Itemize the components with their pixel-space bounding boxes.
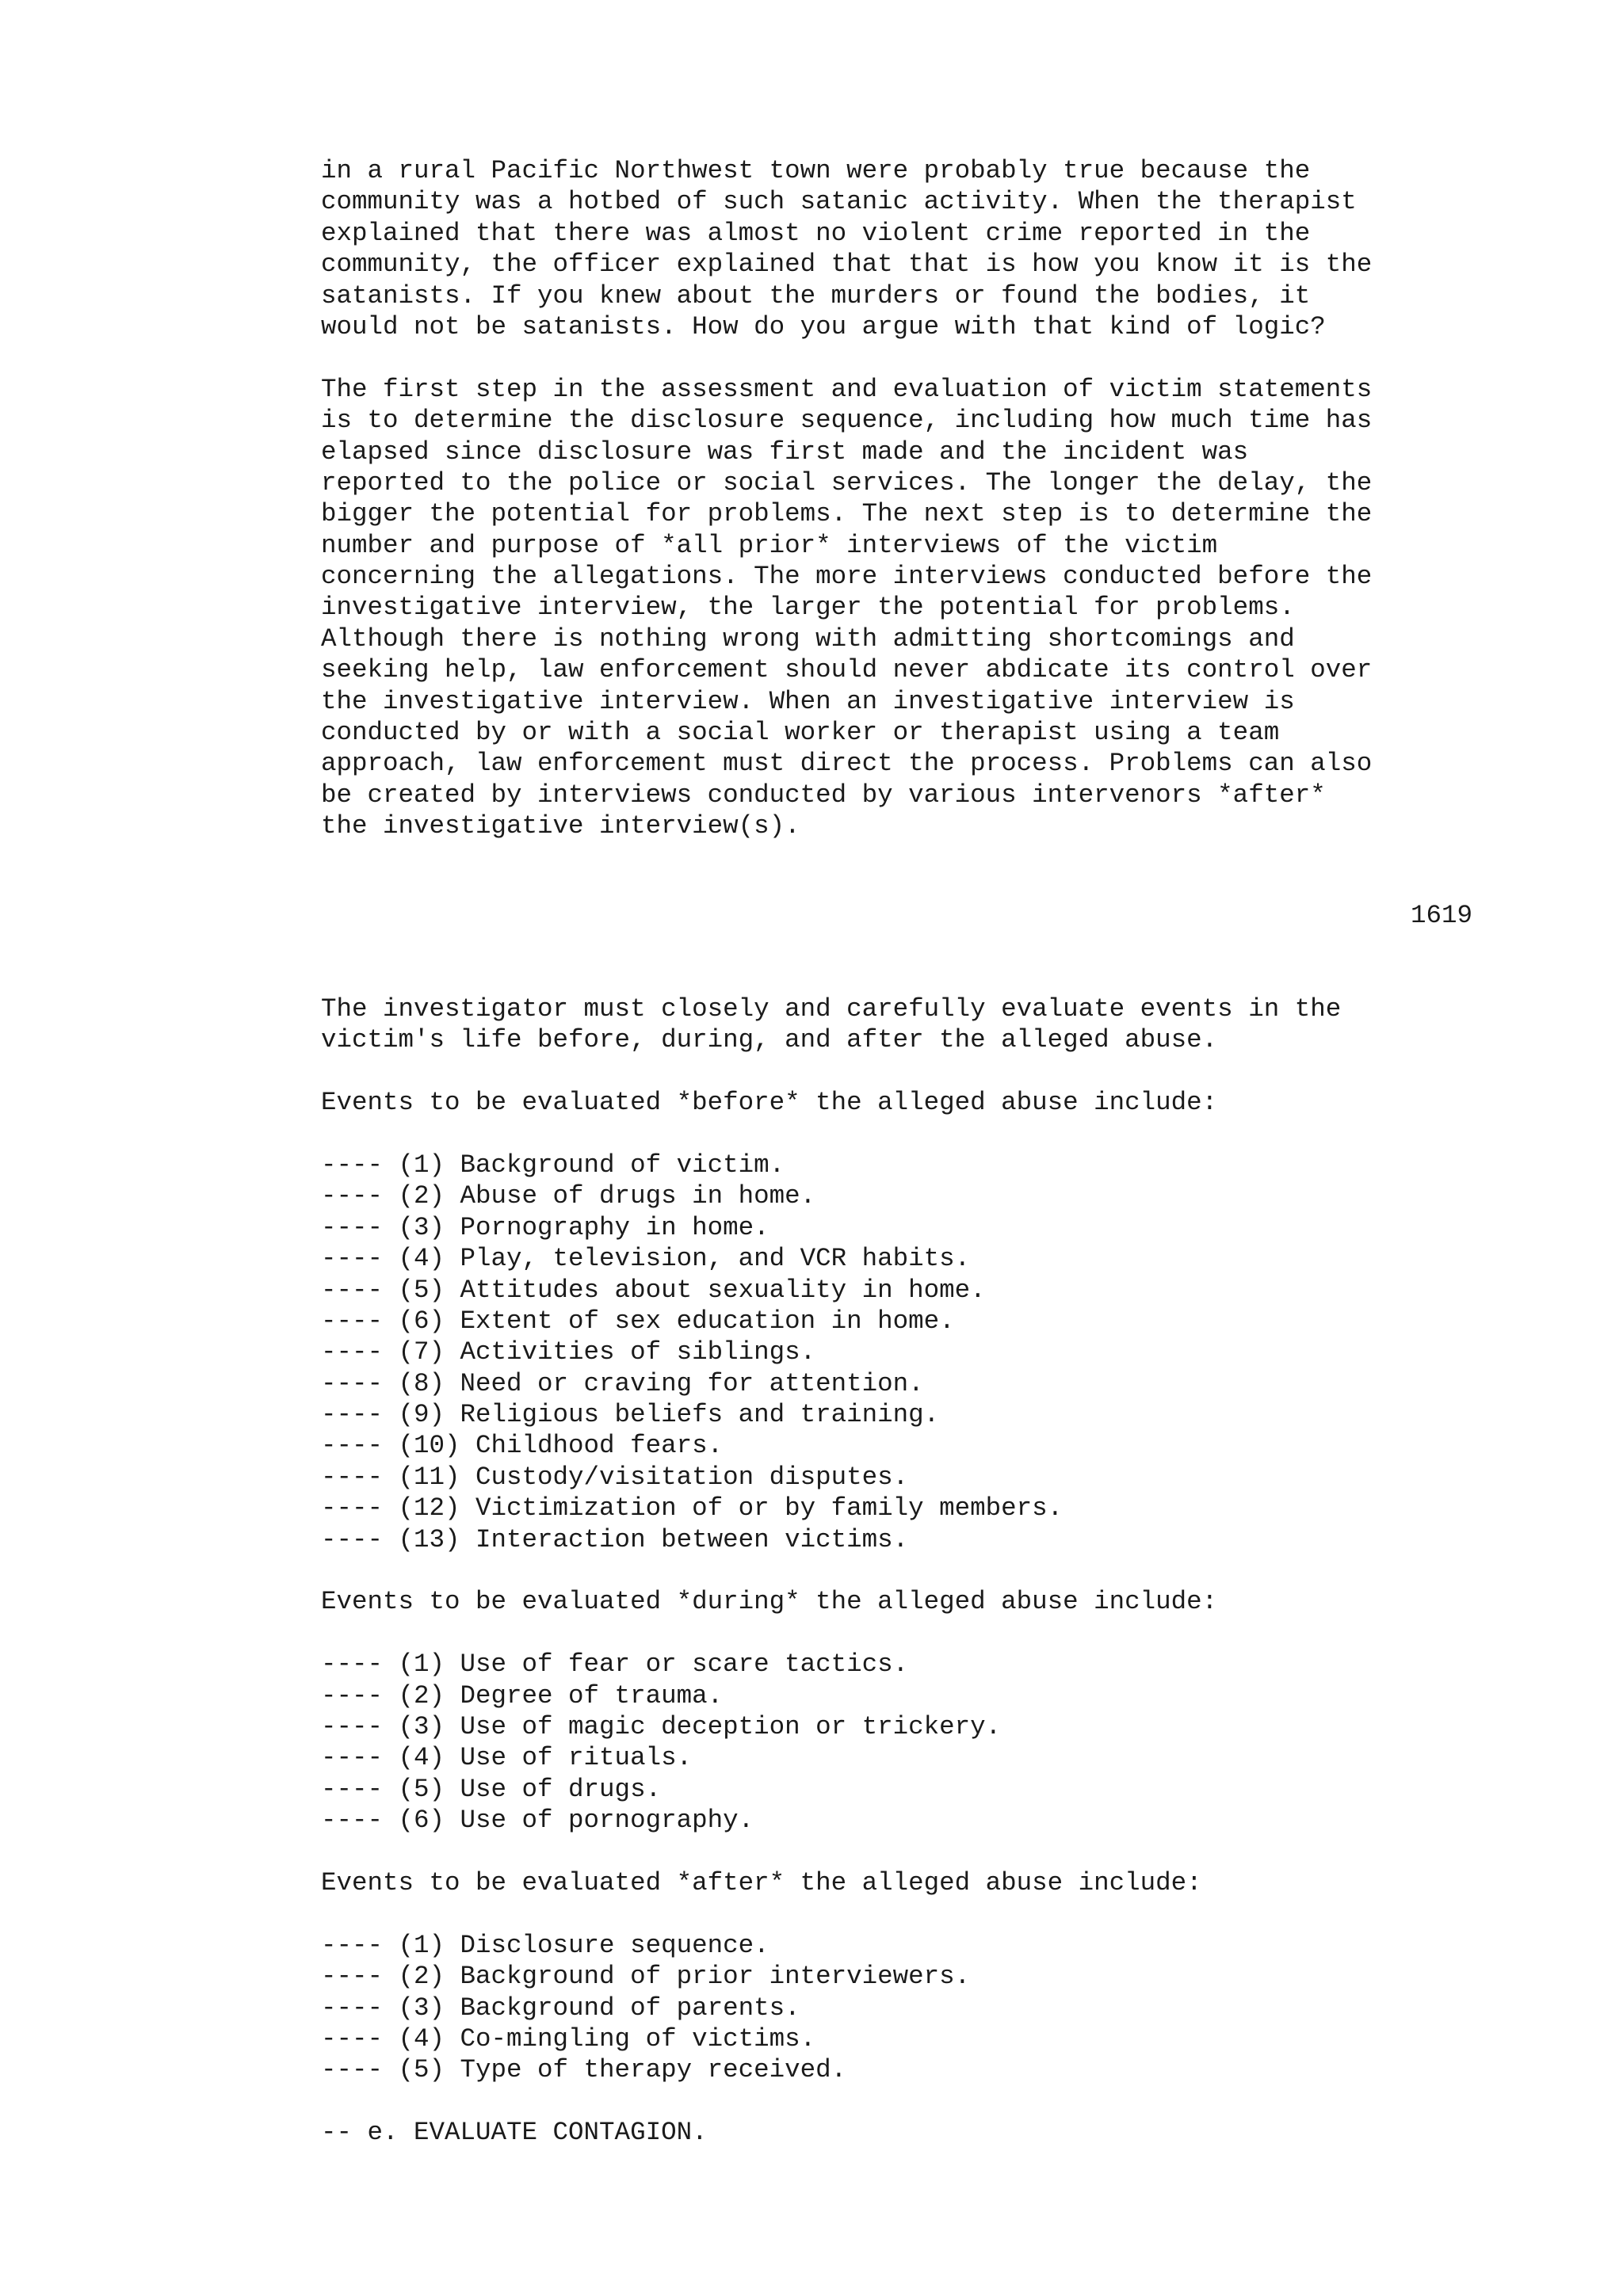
list-item: ---- (1) Disclosure sequence. xyxy=(321,1930,769,1960)
text-line: satanists. If you knew about the murders or found the bodies, it xyxy=(321,280,1311,311)
list-item: ---- (4) Play, television, and VCR habits. xyxy=(321,1244,971,1274)
text-line: community was a hotbed of such satanic activity. When the therapist xyxy=(321,187,1357,217)
list-item: ---- (6) Extent of sex education in home. xyxy=(321,1306,955,1336)
text-line: The first step in the assessment and evaluation of victim statements xyxy=(321,374,1373,404)
text-line: the investigative interview. When an investigative interview is xyxy=(321,686,1295,716)
text-line: community, the officer explained that that is how you know it is the xyxy=(321,250,1373,280)
paragraph-gap xyxy=(321,1056,1478,1087)
paragraph-gap xyxy=(321,1836,1478,1867)
list-item: ---- (4) Co-mingling of victims. xyxy=(321,2023,816,2054)
before-heading: Events to be evaluated *before* the alleged abuse include: xyxy=(321,1088,1218,1118)
intro-paragraph xyxy=(321,994,1478,1056)
list-item: ---- (9) Religious beliefs and training. xyxy=(321,1400,940,1430)
list-item: ---- (13) Interaction between victims. xyxy=(321,1524,909,1554)
text-line: number and purpose of *all prior* interviews of the victim xyxy=(321,530,1218,560)
list-item: ---- (4) Use of rituals. xyxy=(321,1743,693,1773)
paragraph-disclosure-sequence xyxy=(321,374,1478,842)
text-line: seeking help, law enforcement should never abdicate its control over xyxy=(321,655,1373,685)
text-line: Although there is nothing wrong with admitting shortcomings and xyxy=(321,624,1295,654)
before-list xyxy=(321,1150,1478,1555)
text-line: approach, law enforcement must direct the process. Problems can also xyxy=(321,749,1373,779)
after-heading: Events to be evaluated *after* the alleged abuse include: xyxy=(321,1867,1202,1897)
text-line: in a rural Pacific Northwest town were probably true because the xyxy=(321,156,1311,185)
paragraph-gap xyxy=(321,1898,1478,1929)
list-item: ---- (1) Background of victim. xyxy=(321,1150,785,1180)
text-line: the investigative interview(s). xyxy=(321,811,800,841)
page-bottom-text xyxy=(321,994,1478,2148)
list-item: ---- (8) Need or craving for attention. xyxy=(321,1368,924,1398)
list-item: ---- (2) Abuse of drugs in home. xyxy=(321,1181,816,1211)
list-item: ---- (1) Use of fear or scare tactics. xyxy=(321,1650,909,1680)
list-item: ---- (10) Childhood fears. xyxy=(321,1431,724,1461)
paragraph-gap xyxy=(321,2086,1478,2117)
text-line: explained that there was almost no violent crime reported in the xyxy=(321,218,1311,248)
list-item: ---- (2) Degree of trauma. xyxy=(321,1680,724,1711)
list-item: ---- (12) Victimization of or by family members. xyxy=(321,1493,1064,1524)
page-top-text xyxy=(321,155,1478,842)
text-line: reported to the police or social services. The longer the delay, the xyxy=(321,467,1373,498)
during-list xyxy=(321,1649,1478,1836)
text-line: The investigator must closely and carefully evaluate events in the xyxy=(321,994,1342,1024)
text-line: victim's life before, during, and after the alleged abuse. xyxy=(321,1025,1218,1055)
text-line: conducted by or with a social worker or therapist using a team xyxy=(321,718,1280,748)
paragraph-satanic-logic xyxy=(321,155,1478,342)
text-line: bigger the potential for problems. The next step is to determine the xyxy=(321,499,1373,529)
during-heading: Events to be evaluated *during* the alleged abuse include: xyxy=(321,1587,1218,1617)
paragraph-gap xyxy=(321,342,1478,373)
paragraph-gap xyxy=(321,1555,1478,1586)
list-item: ---- (7) Activities of siblings. xyxy=(321,1337,816,1367)
paragraph-gap xyxy=(321,1618,1478,1649)
section-heading: -- e. EVALUATE CONTAGION. xyxy=(321,2118,708,2148)
text-line: elapsed since disclosure was first made and the incident was xyxy=(321,437,1249,467)
text-line: be created by interviews conducted by various intervenors *after* xyxy=(321,780,1326,810)
list-item: ---- (5) Type of therapy received. xyxy=(321,2055,847,2085)
list-item: ---- (3) Background of parents. xyxy=(321,1993,800,2023)
text-line: concerning the allegations. The more interviews conducted before the xyxy=(321,562,1373,592)
list-item: ---- (3) Use of magic deception or trickery. xyxy=(321,1711,1002,1741)
list-item: ---- (11) Custody/visitation disputes. xyxy=(321,1462,909,1492)
list-item: ---- (5) Attitudes about sexuality in home. xyxy=(321,1275,986,1305)
text-line: investigative interview, the larger the potential for problems. xyxy=(321,593,1295,623)
after-list xyxy=(321,1930,1478,2086)
list-item: ---- (3) Pornography in home. xyxy=(321,1212,769,1242)
text-line: would not be satanists. How do you argue with that kind of logic? xyxy=(321,311,1326,341)
list-item: ---- (2) Background of prior interviewers. xyxy=(321,1962,971,1992)
list-item: ---- (6) Use of pornography. xyxy=(321,1806,754,1836)
paragraph-gap xyxy=(321,1119,1478,1150)
text-line: is to determine the disclosure sequence, including how much time has xyxy=(321,406,1373,436)
list-item: ---- (5) Use of drugs. xyxy=(321,1774,662,1804)
page-number: 1619 xyxy=(1410,901,1472,930)
